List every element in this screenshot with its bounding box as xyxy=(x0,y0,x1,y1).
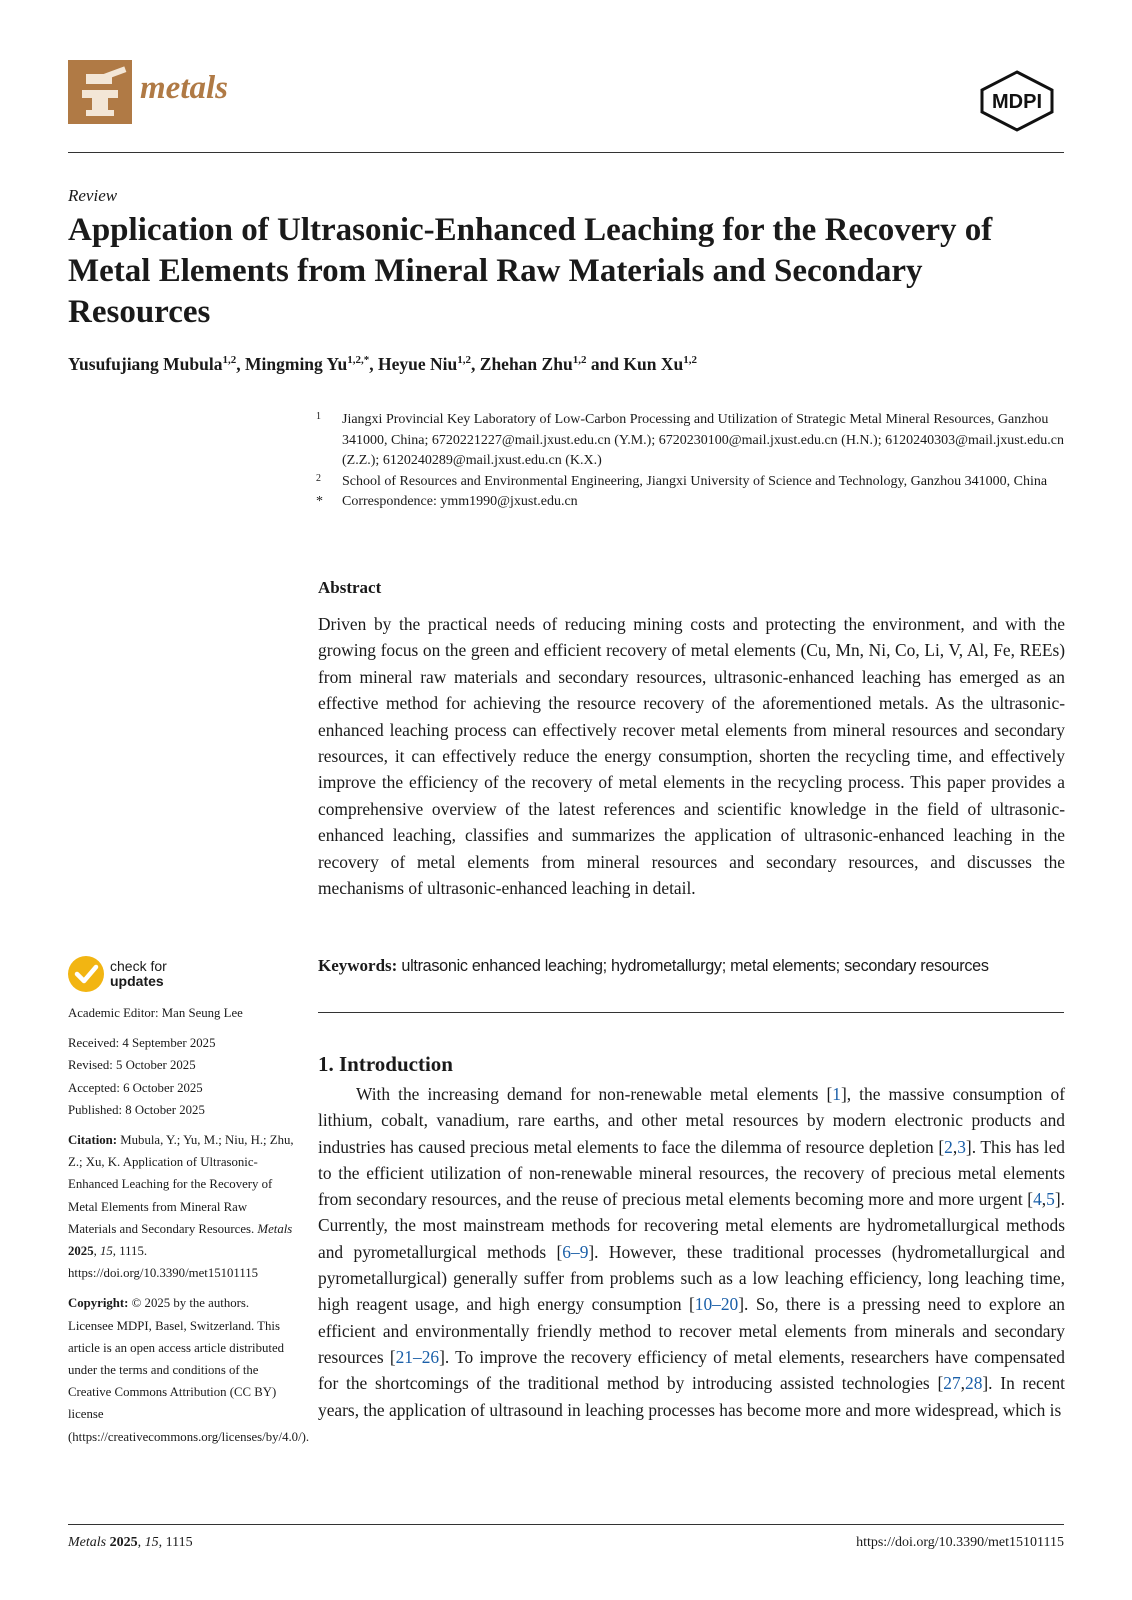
check-updates-line2: updates xyxy=(110,973,164,989)
introduction-paragraph xyxy=(318,1081,1065,1423)
affiliation-text: Jiangxi Provincial Key Laboratory of Low-Carbon Processing and Utilization of Strategic Metal Mineral Resources, Ganzhou 341000, China; 6720221227@mail.jxust.edu.cn (Y.M.); 6720230100@mail.jxust.edu.cn (H.N.); 6120240303@mail.jxust.edu.cn (Z.Z.); 6120240289@mail.jxust.edu.cn (K.X.) xyxy=(342,412,1065,468)
intro-text-segment: , xyxy=(1041,1189,1047,1210)
check-updates-line1: check for xyxy=(110,958,167,974)
publication-dates xyxy=(68,1032,296,1121)
received-date: Received: 4 September 2025 xyxy=(68,1036,216,1051)
reference-link[interactable]: 6–9 xyxy=(562,1241,589,1262)
reference-link[interactable]: 10–20 xyxy=(694,1294,739,1315)
intro-text-segment: , xyxy=(960,1373,965,1394)
article-title: Application of Ultrasonic-Enhanced Leaching for the Recovery of Metal Elements from Mineral Raw Materials and Secondary Resources xyxy=(68,212,993,330)
copyright-text: © 2025 by the authors. Licensee MDPI, Basel, Switzerland. This article is an open access article distributed under the terms and conditions of the Creative Commons Attribution (CC BY) license (https://creativecommons.org/licenses/by/4.0/). xyxy=(68,1296,310,1444)
citation-journal: Metals xyxy=(257,1221,293,1236)
citation-label: Citation: xyxy=(68,1133,118,1148)
keywords-label: Keywords: xyxy=(318,956,398,975)
check-for-updates-button[interactable] xyxy=(68,956,218,996)
affiliation-marker: 1 xyxy=(316,411,321,422)
citation-pages: , 1115. xyxy=(112,1244,148,1259)
accepted-date: Accepted: 6 October 2025 xyxy=(68,1080,203,1095)
journal-logo-icon xyxy=(68,60,132,124)
affiliation-text: School of Resources and Environmental Engineering, Jiangxi University of Science and Technology, Ganzhou 341000, China xyxy=(342,473,1048,489)
intro-text-segment: ]. This has led to the efficient utilization of non-renewable mineral resources, the recovery of precious metal elements from secondary resources, and the reuse of precious metal elements becoming more and more urgent [ xyxy=(318,1136,1065,1210)
check-updates-icon xyxy=(68,956,104,992)
intro-text-segment: ]. So, there is a pressing need to explore an efficient and environmentally friendly method to recover metal elements from minerals and secondary resources [ xyxy=(318,1294,1065,1367)
keywords xyxy=(318,956,1078,976)
citation-volume: 15 xyxy=(100,1244,113,1259)
citation-text: Mubula, Y.; Yu, M.; Niu, H.; Zhu, Z.; Xu, K. Application of Ultrasonic-Enhanced Leaching for the Recovery of Metal Elements from Mineral Raw Materials and Secondary Resources. xyxy=(68,1133,294,1236)
intro-text-segment: ]. To improve the recovery efficiency of metal elements, researchers have compensated for the shortcomings of the traditional method by introducing assisted technologies [ xyxy=(318,1346,1065,1394)
check-updates-text xyxy=(110,959,167,989)
abstract-heading: Abstract xyxy=(318,578,382,597)
author-affiliation-sup: 1,2 xyxy=(222,354,237,367)
copyright-label: Copyright: xyxy=(68,1296,129,1311)
article-info-sidebar xyxy=(68,1002,310,1448)
author-affiliation-sup: 1,2,* xyxy=(347,354,370,367)
keywords-values: ultrasonic enhanced leaching; hydrometallurgy; metal elements; secondary resources xyxy=(401,957,989,975)
footer-volume: 15 xyxy=(144,1535,159,1550)
mdpi-logo-icon xyxy=(978,70,1056,132)
reference-link[interactable]: 2 xyxy=(944,1136,953,1157)
intro-text-segment: , xyxy=(952,1136,958,1157)
reference-link[interactable]: 4 xyxy=(1033,1189,1042,1210)
intro-text-segment: ], the massive consumption of lithium, cobalt, vanadium, rare earths, and other metal resources by modern electronic products and industries has caused precious metal elements to face the dilemma of resource depletion [ xyxy=(318,1084,1066,1157)
intro-text-segment: With the increasing demand for non-renewable metal elements [ xyxy=(356,1084,833,1104)
header-divider xyxy=(68,152,1064,153)
author-separator: and xyxy=(586,354,624,374)
mdpi-logo-text: MDPI xyxy=(992,91,1042,113)
academic-editor: Academic Editor: Man Seung Lee xyxy=(68,1006,243,1020)
intro-text-segment: ]. In recent years, the application of ultrasound in leaching processes has become more and more widespread, which is xyxy=(318,1373,1065,1420)
copyright-block xyxy=(68,1292,310,1447)
abstract-text: Driven by the practical needs of reducing mining costs and protecting the environment, and with the growing focus on the green and efficient recovery of metal elements (Cu, Mn, Ni, Co, Li, V, Al, Fe, REEs) from mineral raw materials and secondary resources, ultrasonic-enhanced leaching has emerged as an effective method for achieving the resource recovery of the aforementioned metals. As the ultrasonic-enhanced leaching process can effectively recover metal elements from mineral resources and secondary resources, it can effectively reduce the energy consumption, shorten the recycling time, and effectively improve the efficiency of the recovery of metal elements in the recycling process. This paper provides a comprehensive overview of the latest references and scientific knowledge in the field of ultrasonic-enhanced leaching, classifies and summarizes the application of ultrasonic-enhanced leaching in the recovery of metal elements from mineral resources and secondary resources, and discusses the mechanisms of ultrasonic-enhanced leaching in detail. xyxy=(318,614,1065,899)
correspondence-marker: * xyxy=(316,494,323,509)
author-separator: , xyxy=(236,354,245,374)
reference-link[interactable]: 5 xyxy=(1046,1189,1055,1210)
affiliation-marker: 2 xyxy=(316,472,321,484)
author-name[interactable]: Zhehan Zhu xyxy=(479,354,573,374)
author-separator: , xyxy=(369,354,379,374)
reference-link[interactable]: 28 xyxy=(965,1373,983,1394)
journal-name: metals xyxy=(140,70,228,106)
affiliation-item xyxy=(316,472,1066,493)
reference-link[interactable]: 1 xyxy=(832,1084,841,1104)
footer-journal: Metals xyxy=(68,1535,107,1550)
footer-doi-link[interactable]: https://doi.org/10.3390/met15101115 xyxy=(856,1535,1064,1550)
article-type: Review xyxy=(68,186,118,205)
correspondence-text[interactable]: Correspondence: ymm1990@jxust.edu.cn xyxy=(342,494,578,509)
reference-link[interactable]: 3 xyxy=(957,1136,966,1157)
reference-link[interactable]: 27 xyxy=(943,1373,961,1394)
reference-link[interactable]: 21–26 xyxy=(395,1346,440,1367)
footer-pages: , 1115 xyxy=(158,1535,193,1550)
author-name[interactable]: Kun Xu xyxy=(623,354,684,374)
author-name[interactable]: Mingming Yu xyxy=(245,354,348,374)
affiliations xyxy=(316,410,1066,513)
abstract-divider xyxy=(318,1012,1064,1013)
author-affiliation-sup: 1,2 xyxy=(572,354,587,367)
author-list xyxy=(68,354,697,375)
author-affiliation-sup: 1,2 xyxy=(683,354,697,367)
published-date: Published: 8 October 2025 xyxy=(68,1102,205,1117)
citation-doi-link[interactable]: https://doi.org/10.3390/met15101115 xyxy=(68,1266,259,1281)
citation-block: Citation: Mubula, Y.; Yu, M.; Niu, H.; Zhu, Z.; Xu, K. Application of Ultrasonic-Enhanced Leaching for the Recovery of Metal Elements from Mineral Raw Materials and Secondary Resources. Metals 2025, 15, 1115. https://doi.org/10.3390/met15101115 xyxy=(68,1133,294,1281)
intro-text-segment: ]. However, these traditional processes (hydrometallurgical and pyrometallurgical) generally suffer from problems such as a low leaching efficiency, long leaching time, high reagent usage, and high energy consumption [ xyxy=(318,1241,1065,1315)
intro-text-segment: ]. Currently, the most mainstream methods for recovering metal elements are hydrometallurgical methods and pyrometallurgical methods [ xyxy=(318,1189,1065,1262)
revised-date: Revised: 5 October 2025 xyxy=(68,1058,196,1073)
section-heading-introduction: 1. Introduction xyxy=(318,1052,453,1076)
author-separator: , xyxy=(471,354,480,374)
footer-year: 2025 xyxy=(109,1535,138,1550)
correspondence-item xyxy=(316,492,1066,513)
affiliation-item xyxy=(316,410,1066,472)
author-name[interactable]: Yusufujiang Mubula xyxy=(68,354,223,374)
citation-year: 2025 xyxy=(68,1244,94,1259)
footer-divider xyxy=(68,1524,1064,1525)
footer-citation: Metals 2025, 15, 1115 xyxy=(68,1535,193,1550)
author-name[interactable]: Heyue Niu xyxy=(378,354,458,374)
author-affiliation-sup: 1,2 xyxy=(457,354,472,367)
